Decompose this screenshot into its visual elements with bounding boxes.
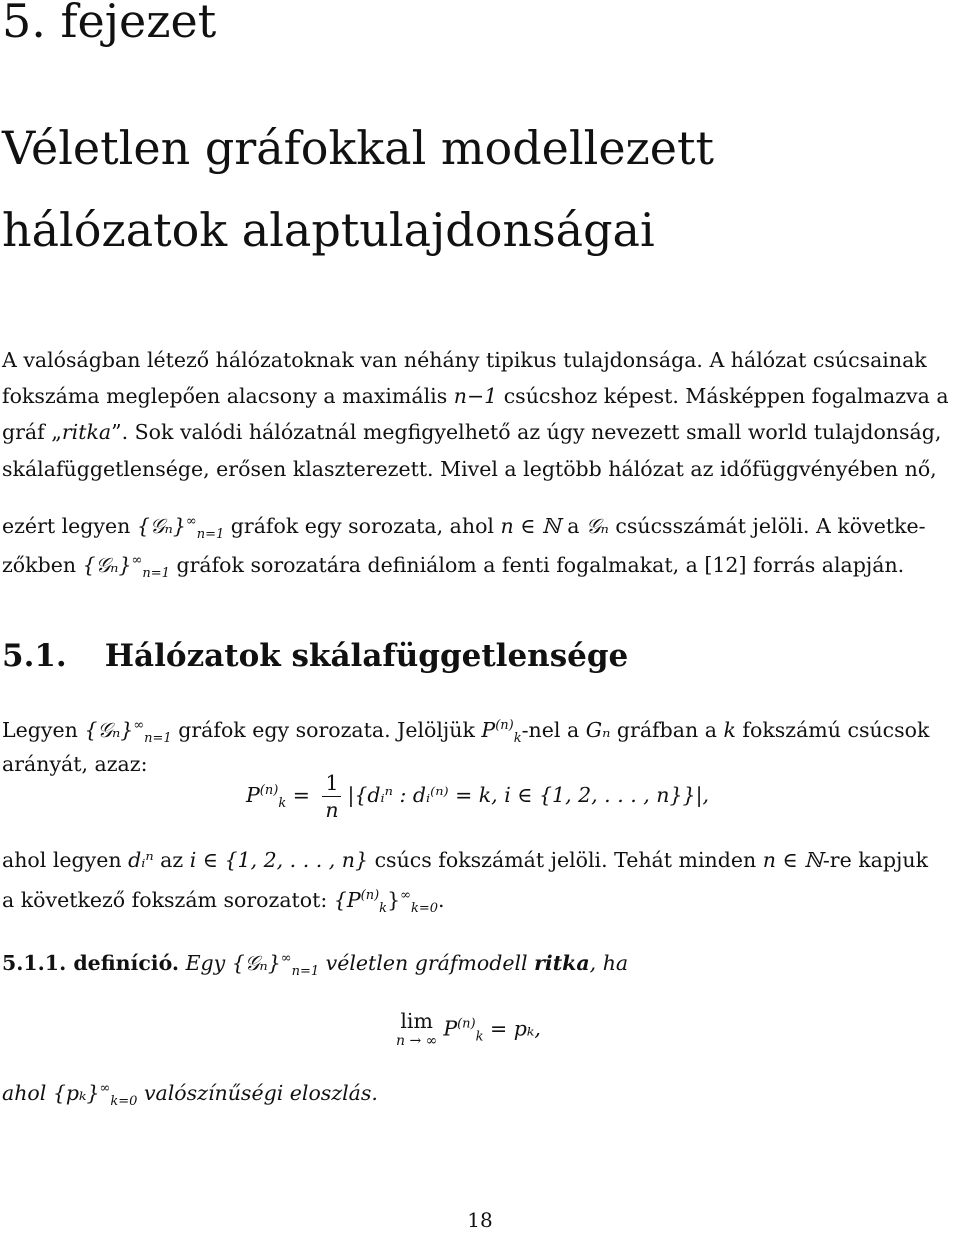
limit-operator: lim n → ∞ (396, 1009, 438, 1049)
degree-distribution-equation: $P^{(n)}_k$ = $\frac{1}{n}$ |{dᵢⁿ : dᵢ⁽ⁿ⁾ = k, i ∈ {1, 2, . . . , n}}|, (246, 771, 710, 822)
intro-line-6: zőkben $\{𝒢_n\}^\infty_{n=1}$ gráfok sorozatára definiálom a fenti fogalmakat, a [12] forrás alapján. (2, 552, 905, 581)
definition-heading: 5.1.1. definíció. (2, 950, 180, 975)
intro-line-4: skálafüggetlensége, erősen klaszterezett. Mivel a legtöbb hálózat az időfüggvényében nő, (2, 457, 937, 481)
intro-line-2: fokszáma meglepően alacsony a maximális n−1 csúcshoz képest. Másképpen fogalmazva a (2, 384, 949, 408)
intro-line-5: ezért legyen $\{𝒢_n\}^\infty_{n=1}$ gráfok egy sorozata, ahol n ∈ ℕ a 𝒢ₙ csúcsszámát jelöli. A követke- (2, 513, 926, 542)
limit-equation: lim n → ∞ $P^{(n)}_k = p_k$, (396, 1009, 541, 1049)
section-number: 5.1. (2, 638, 67, 674)
section-line-1: Legyen $\{𝒢_n\}^\infty_{n=1}$ gráfok egy sorozata. Jelöljük $P^{(n)}_k$-nel a Gₙ gráfban a k fokszámú csúcsok (2, 717, 930, 746)
definition-last-line: ahol $\{p_k\}^\infty_{k=0}$ valószínűségi eloszlás. (2, 1080, 378, 1109)
page-number: 18 (467, 1208, 493, 1232)
section-line-2: arányát, azaz: (2, 752, 148, 776)
section-line-4: a következő fokszám sorozatot: $\{P^{(n)}_k\}^\infty_{k=0}$. (2, 887, 445, 916)
section-title: Hálózatok skálafüggetlensége (104, 638, 629, 674)
equation-fraction: $\frac{1}{n}$ (322, 770, 341, 823)
chapter-label: 5. fejezet (2, 0, 217, 48)
section-line-3: ahol legyen dᵢⁿ az i ∈ {1, 2, . . . , n} csúcs fokszámát jelöli. Tehát minden n ∈ ℕ-re kapjuk (2, 848, 928, 872)
definition-line: 5.1.1. definíció. Egy $\{𝒢_n\}^\infty_{n=1}$ véletlen gráfmodell ritka, ha (2, 950, 629, 979)
chapter-title-line-1: Véletlen gráfokkal modellezett (2, 121, 714, 175)
intro-line-3: gráf „ritka”. Sok valódi hálózatnál megfigyelhető az úgy nevezett small world tulajdonság, (2, 420, 942, 444)
section-heading (2, 636, 628, 676)
chapter-title-line-2: hálózatok alaptulajdonságai (2, 203, 655, 257)
intro-line-1: A valóságban létező hálózatoknak van néhány tipikus tulajdonsága. A hálózat csúcsainak (2, 348, 927, 372)
